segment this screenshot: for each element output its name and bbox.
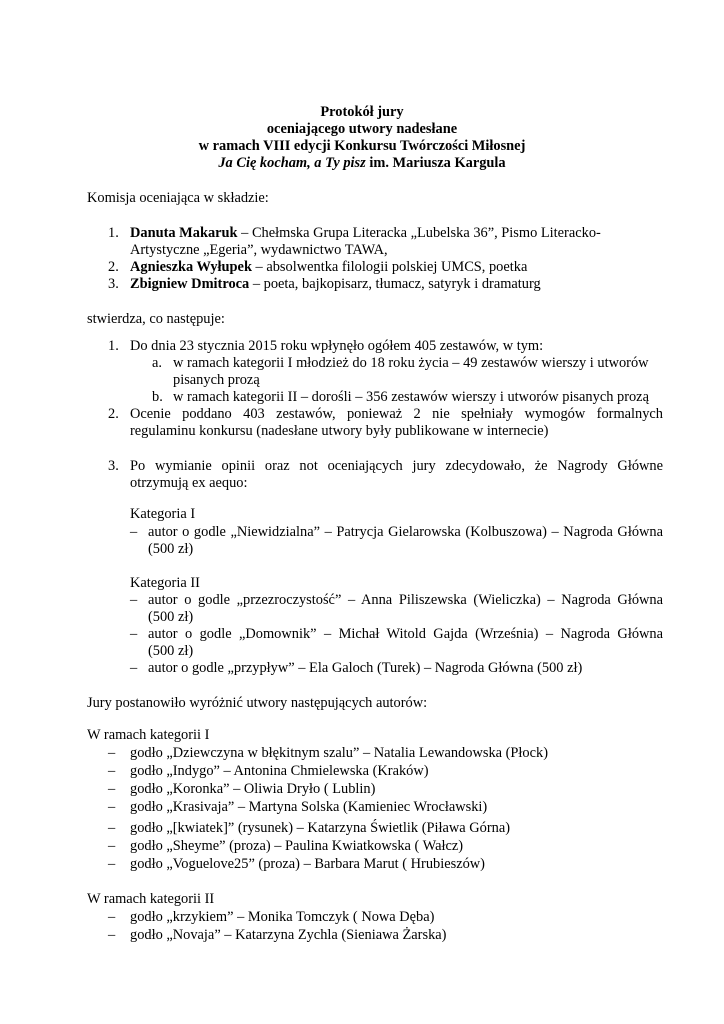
dist1-dash-5: –: [108, 820, 116, 836]
dist1-dash-3: –: [108, 781, 116, 797]
committee-intro: Komisja oceniająca w składzie:: [87, 190, 269, 206]
dist1-item-5: godło „[kwiatek]” (rysunek) – Katarzyna Świetlik (Piława Górna): [130, 820, 511, 836]
member-2-desc: – absolwentka filologii polskiej UMCS, poetka: [251, 259, 528, 275]
dist2-dash-2: –: [108, 927, 116, 943]
dist1-dash-7: –: [108, 856, 116, 872]
dist1-item-3: godło „Koronka” – Oliwia Dryło ( Lublin): [130, 781, 376, 797]
point-2-text: Ocenie poddano 403 zestawów, ponieważ 2 nie spełniały wymogów formalnych: [130, 406, 663, 422]
dist1-dash-1: –: [108, 745, 116, 761]
title-line-2: oceniającego utwory nadesłane: [266, 121, 458, 137]
category-2-dash-3: –: [130, 660, 138, 676]
dist1-item-4: godło „Krasivaja” – Martyna Solska (Kamieniec Wrocławski): [130, 799, 488, 815]
dist1-dash-2: –: [108, 763, 116, 779]
category-2-item-2: autor o godle „Domownik” – Michał Witold Gajda (Września) – Nagroda Główna: [148, 626, 663, 642]
point-1a-text-cont: pisanych prozą: [173, 372, 260, 388]
point-1b-letter: b.: [152, 389, 163, 405]
member-2-name: Agnieszka Wyłupek: [130, 259, 252, 275]
title-line-1: Protokół jury: [320, 104, 404, 120]
member-3: [130, 276, 541, 293]
point-2-number: 2.: [108, 406, 119, 422]
category-2-dash-1: –: [130, 592, 138, 608]
category-2-item-3: autor o godle „przypływ” – Ela Galoch (Turek) – Nagroda Główna (500 zł): [148, 660, 583, 676]
member-3-desc: – poeta, bajkopisarz, tłumacz, satyryk i dramaturg: [249, 276, 541, 292]
member-3-name: Zbigniew Dmitroca: [130, 276, 250, 292]
category-2-item-2-cont: (500 zł): [148, 643, 194, 659]
member-3-number: 3.: [108, 276, 119, 292]
dist2-dash-1: –: [108, 909, 116, 925]
states-heading: stwierdza, co następuje:: [87, 311, 225, 327]
distinctions-heading: Jury postanowiło wyróżnić utwory następujących autorów:: [87, 695, 428, 711]
category-1-item-1-cont: (500 zł): [148, 541, 194, 557]
dist1-item-2: godło „Indygo” – Antonina Chmielewska (Kraków): [130, 763, 429, 779]
dist2-item-2: godło „Novaja” – Katarzyna Zychla (Sieniawa Żarska): [130, 927, 447, 943]
point-1b-text: w ramach kategorii II – dorośli – 356 zestawów wierszy i utworów pisanych prozą: [173, 389, 649, 405]
member-1-desc-cont: Artystyczne „Egeria”, wydawnictwo TAWA,: [130, 242, 388, 258]
member-2: [130, 259, 527, 276]
category-2-item-1: autor o godle „przezroczystość” – Anna Piliszewska (Wieliczka) – Nagroda Główna: [148, 592, 663, 608]
title-rest-part: im. Mariusza Kargula: [365, 155, 506, 171]
point-1-number: 1.: [108, 338, 119, 354]
title-line-3: w ramach VIII edycji Konkursu Twórczości Miłosnej: [198, 138, 526, 154]
point-1a-letter: a.: [152, 355, 162, 371]
member-1-name: Danuta Makaruk: [130, 225, 238, 241]
point-1-text: Do dnia 23 stycznia 2015 roku wpłynęło ogółem 405 zestawów, w tym:: [130, 338, 544, 354]
category-2-dash-2: –: [130, 626, 138, 642]
member-2-number: 2.: [108, 259, 119, 275]
point-2-text-cont: regulaminu konkursu (nadesłane utwory były publikowane w internecie): [130, 423, 549, 439]
category-2-label: Kategoria II: [130, 575, 200, 591]
category-1-item-1: autor o godle „Niewidzialna” – Patrycja Gielarowska (Kolbuszowa) – Nagroda Główna: [148, 524, 663, 540]
dist1-dash-6: –: [108, 838, 116, 854]
title-italic-part: Ja Cię kocham, a Ty pisz: [218, 155, 366, 171]
member-1-desc: – Chełmska Grupa Literacka „Lubelska 36”, Pismo Literacko-: [237, 225, 601, 241]
category-1-dash: –: [130, 524, 138, 540]
point-1a-text: w ramach kategorii I młodzież do 18 roku życia – 49 zestawów wierszy i utworów: [173, 355, 649, 371]
distinctions-category-1-label: W ramach kategorii I: [87, 727, 210, 743]
title-line-4: [0, 155, 724, 172]
dist1-dash-4: –: [108, 799, 116, 815]
point-3-text-cont: otrzymują ex aequo:: [130, 475, 248, 491]
member-1: [130, 225, 601, 242]
dist1-item-1: godło „Dziewczyna w błękitnym szalu” – Natalia Lewandowska (Płock): [130, 745, 548, 761]
dist1-item-7: godło „Voguelove25” (proza) – Barbara Marut ( Hrubieszów): [130, 856, 485, 872]
dist2-item-1: godło „krzykiem” – Monika Tomczyk ( Nowa Dęba): [130, 909, 435, 925]
point-3-number: 3.: [108, 458, 119, 474]
category-1-label: Kategoria I: [130, 506, 196, 522]
point-3-text: Po wymianie opinii oraz not oceniających jury zdecydowało, że Nagrody Główne: [130, 458, 663, 474]
dist1-item-6: godło „Sheyme” (proza) – Paulina Kwiatkowska ( Wałcz): [130, 838, 464, 854]
category-2-item-1-cont: (500 zł): [148, 609, 194, 625]
member-1-number: 1.: [108, 225, 119, 241]
distinctions-category-2-label: W ramach kategorii II: [87, 891, 215, 907]
